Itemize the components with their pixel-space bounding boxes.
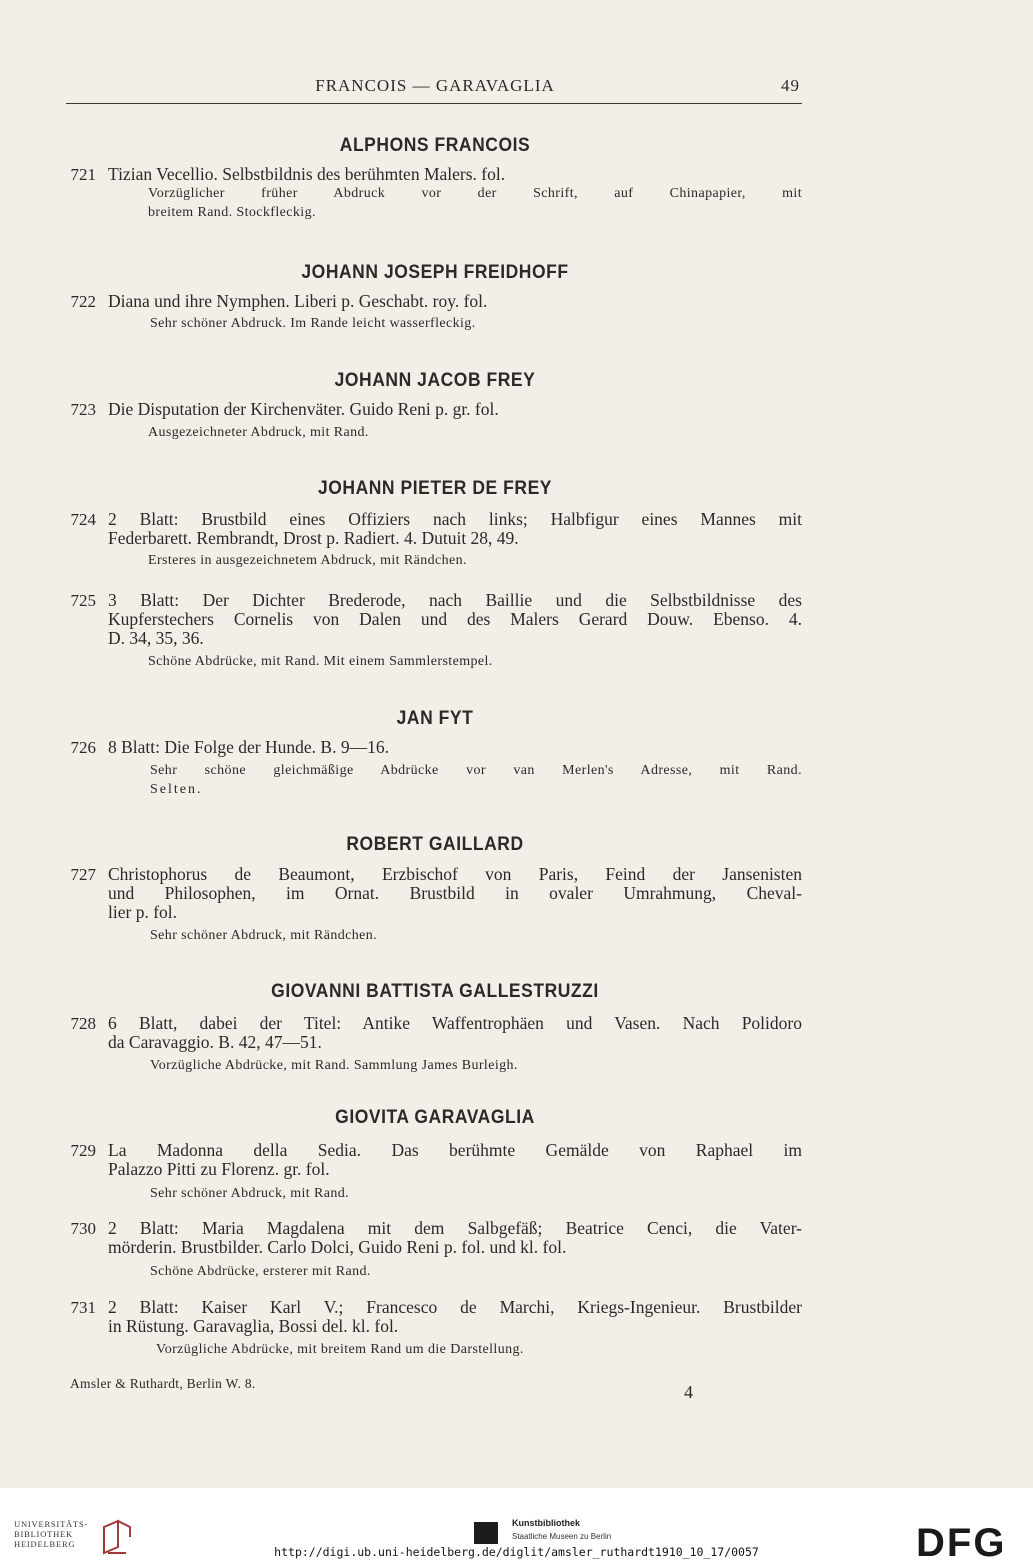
entry-text: lier p. fol. bbox=[108, 902, 178, 922]
kunstbibliothek-mark-icon bbox=[474, 1522, 498, 1544]
artist-heading: ALPHONS FRANCOIS bbox=[339, 135, 531, 156]
signature-mark: 4 bbox=[684, 1382, 693, 1402]
entry-text: Diana und ihre Nymphen. Liberi p. Geschabt. roy. fol. bbox=[108, 291, 488, 311]
entry-note: Sehr schöner Abdruck. Im Rande leicht wasserfleckig. bbox=[150, 316, 476, 331]
kb-name: Kunstbibliothek bbox=[512, 1518, 580, 1528]
page-number: 49 bbox=[781, 76, 800, 95]
entry-note: breitem Rand. Stockfleckig. bbox=[148, 205, 316, 220]
entry-note: Vorzüglicher früher Abdruck vor der Schrift, auf Chinapapier, mit bbox=[148, 186, 802, 201]
entry-note: Sehr schöne gleichmäßige Abdrücke vor van Merlen's Adresse, mit Rand. bbox=[150, 763, 802, 778]
entry-note: Ausgezeichneter Abdruck, mit Rand. bbox=[148, 425, 369, 440]
entry-text: Federbarett. Rembrandt, Drost p. Radiert. 4. Dutuit 28, 49. bbox=[108, 528, 519, 548]
entry-note: Vorzügliche Abdrücke, mit Rand. Sammlung James Burleigh. bbox=[150, 1058, 518, 1073]
entry-note: Vorzügliche Abdrücke, mit breitem Rand um die Darstellung. bbox=[156, 1342, 524, 1357]
artist-heading: JAN FYT bbox=[396, 708, 474, 729]
entry-text: 2 Blatt: Kaiser Karl V.; Francesco de Marchi, Kriegs-Ingenieur. Brustbilder bbox=[108, 1297, 802, 1317]
kb-subtitle: Staatliche Museen zu Berlin bbox=[512, 1532, 612, 1541]
lot-number: 727 bbox=[70, 865, 96, 884]
entry-note: Schöne Abdrücke, ersterer mit Rand. bbox=[150, 1264, 371, 1279]
entry-text: Die Disputation der Kirchenväter. Guido Reni p. gr. fol. bbox=[108, 399, 499, 419]
lot-number: 731 bbox=[70, 1298, 96, 1317]
entry-text: La Madonna della Sedia. Das berühmte Gemälde von Raphael im bbox=[108, 1140, 802, 1160]
entry-note: Sehr schöner Abdruck, mit Rändchen. bbox=[150, 928, 378, 943]
entry-text: da Caravaggio. B. 42, 47—51. bbox=[108, 1032, 322, 1052]
entry-text: in Rüstung. Garavaglia, Bossi del. kl. fol. bbox=[108, 1316, 399, 1336]
lot-number: 726 bbox=[70, 738, 96, 757]
artist-heading: JOHANN PIETER DE FREY bbox=[317, 478, 552, 499]
entry-text: 8 Blatt: Die Folge der Hunde. B. 9—16. bbox=[108, 737, 389, 757]
permalink-url[interactable]: http://digi.ub.uni-heidelberg.de/diglit/amsler_ruthardt1910_10_17/0057 bbox=[274, 1545, 759, 1559]
entry-text: 2 Blatt: Maria Magdalena mit dem Salbgefäß; Beatrice Cenci, die Vater- bbox=[108, 1218, 802, 1238]
entry-text: Palazzo Pitti zu Florenz. gr. fol. bbox=[108, 1159, 330, 1179]
running-title: FRANCOIS — GARAVAGLIA bbox=[315, 76, 555, 95]
ub-logo-text: UNIVERSITÄTS- BIBLIOTHEK HEIDELBERG bbox=[14, 1519, 89, 1549]
entry-note: Ersteres in ausgezeichnetem Abdruck, mit Rändchen. bbox=[148, 553, 467, 568]
entry-note: Schöne Abdrücke, mit Rand. Mit einem Sammlerstempel. bbox=[148, 654, 493, 669]
entry-text: und Philosophen, im Ornat. Brustbild in ovaler Umrahmung, Cheval- bbox=[108, 883, 802, 903]
entry-text: D. 34, 35, 36. bbox=[108, 628, 204, 648]
lot-number: 723 bbox=[70, 400, 96, 419]
artist-heading: GIOVITA GARAVAGLIA bbox=[335, 1107, 535, 1128]
artist-heading: JOHANN JOSEPH FREIDHOFF bbox=[301, 262, 569, 283]
artist-heading: JOHANN JACOB FREY bbox=[334, 370, 536, 391]
entry-text: Kupferstechers Cornelis von Dalen und des Malers Gerard Douw. Ebenso. 4. bbox=[108, 609, 802, 629]
artist-heading: GIOVANNI BATTISTA GALLESTRUZZI bbox=[271, 981, 599, 1002]
artist-heading: ROBERT GAILLARD bbox=[346, 834, 524, 855]
entry-note: Selten. bbox=[150, 782, 203, 797]
lot-number: 725 bbox=[70, 591, 96, 610]
lot-number: 730 bbox=[70, 1219, 96, 1238]
lot-number: 721 bbox=[70, 165, 96, 184]
entry-text: Tizian Vecellio. Selbstbildnis des berühmten Malers. fol. bbox=[108, 164, 506, 184]
lot-number: 722 bbox=[70, 292, 96, 311]
running-head bbox=[68, 74, 802, 96]
entry-text: 3 Blatt: Der Dichter Brederode, nach Baillie und die Selbstbildnisse des bbox=[108, 590, 802, 610]
entry-text: mörderin. Brustbilder. Carlo Dolci, Guido Reni p. fol. und kl. fol. bbox=[108, 1237, 567, 1257]
entry-text: Christophorus de Beaumont, Erzbischof von Paris, Feind der Jansenisten bbox=[108, 864, 802, 884]
dfg-logo[interactable]: DFG bbox=[916, 1521, 1007, 1565]
lot-number: 729 bbox=[70, 1141, 96, 1160]
entry-text: 2 Blatt: Brustbild eines Offiziers nach links; Halbfigur eines Mannes mit bbox=[108, 509, 802, 529]
lot-number: 728 bbox=[70, 1014, 96, 1033]
publisher-imprint: Amsler & Ruthardt, Berlin W. 8. bbox=[70, 1376, 256, 1391]
lot-number: 724 bbox=[70, 510, 96, 529]
entry-note: Sehr schöner Abdruck, mit Rand. bbox=[150, 1186, 350, 1201]
entry-text: 6 Blatt, dabei der Titel: Antike Waffentrophäen und Vasen. Nach Polidoro bbox=[108, 1013, 802, 1033]
header-rule bbox=[66, 103, 802, 104]
